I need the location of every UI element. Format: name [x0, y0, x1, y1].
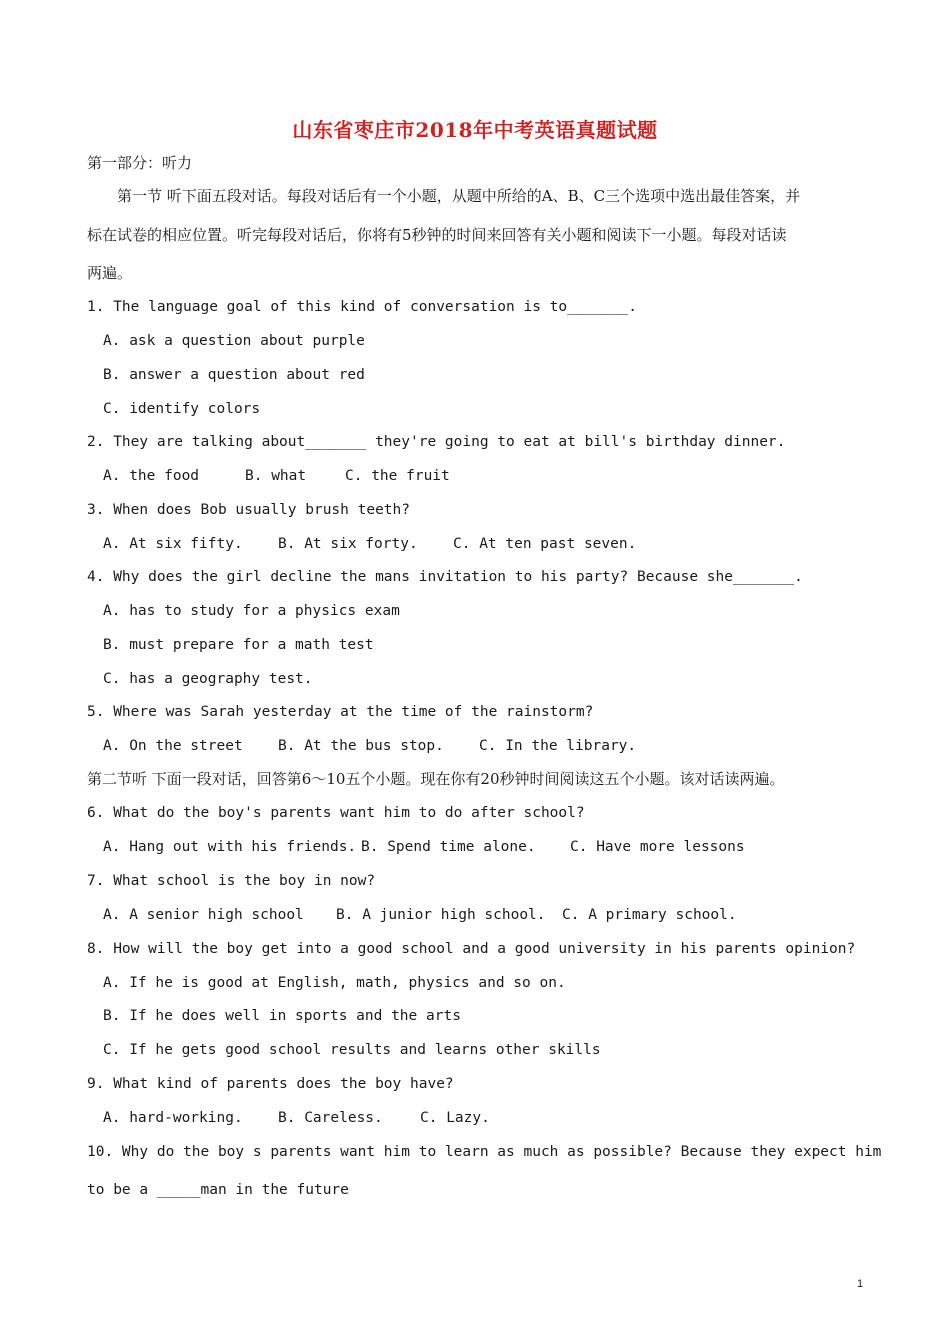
question-options-row	[103, 466, 450, 486]
question-option: B. answer a question about red	[103, 367, 365, 383]
section1-instructions-line1: 第一节 听下面五段对话。每段对话后有一个小题，从题中所给的A、B、C三个选项中选出最佳答案，并	[117, 187, 801, 205]
question-options-row	[103, 736, 636, 756]
question-option: A. has to study for a physics exam	[103, 603, 400, 619]
question-option: C. At ten past seven.	[453, 536, 637, 552]
question-stem: 8. How will the boy get into a good school and a good university in his parents opinion?	[87, 941, 856, 957]
question-option: B. Careless.	[278, 1110, 383, 1126]
question-stem: 6. What do the boy's parents want him to do after school?	[87, 805, 585, 821]
question-option: B. Spend time alone.	[361, 839, 536, 855]
question-options-row	[103, 837, 745, 857]
part-heading: 第一部分：听力	[87, 154, 193, 172]
question-option: A. On the street	[103, 738, 243, 754]
question-stem: 10. Why do the boy s parents want him to learn as much as possible? Because they expect him	[87, 1144, 882, 1160]
question-option: C. the fruit	[345, 468, 450, 484]
question-option: A. Hang out with his friends.	[103, 839, 357, 855]
question-option: C. identify colors	[103, 401, 261, 417]
question-stem: 4. Why does the girl decline the mans invitation to his party? Because she_______.	[87, 569, 803, 585]
question-option: C. A primary school.	[562, 907, 737, 923]
question-option: A. hard-working.	[103, 1110, 243, 1126]
section2-instructions: 第二节听 下面一段对话，回答第6～10五个小题。现在你有20秒钟时间阅读这五个小题。该对话读两遍。	[87, 770, 785, 788]
question-stem: 2. They are talking about_______ they're going to eat at bill's birthday dinner.	[87, 434, 786, 450]
question-option: B. At the bus stop.	[278, 738, 444, 754]
question-option: C. If he gets good school results and learns other skills	[103, 1042, 601, 1058]
question-option: B. must prepare for a math test	[103, 637, 374, 653]
question-option: B. what	[245, 468, 307, 484]
question-options-row	[103, 1108, 490, 1128]
question-option: C. has a geography test.	[103, 671, 313, 687]
document-title: 山东省枣庄市2018年中考英语真题试题	[292, 118, 658, 142]
question-options-row	[103, 534, 636, 554]
question-option: B. A junior high school.	[336, 907, 546, 923]
question-stem-continuation: to be a _____man in the future	[87, 1182, 349, 1198]
question-option: B. At six forty.	[278, 536, 418, 552]
page-number: 1	[857, 1278, 864, 1290]
question-option: C. Lazy.	[420, 1110, 490, 1126]
section1-instructions-line2: 标在试卷的相应位置。听完每段对话后，你将有5秒钟的时间来回答有关小题和阅读下一小题。每段对话读	[87, 226, 787, 244]
question-option: C. Have more lessons	[570, 839, 745, 855]
question-option: A. At six fifty.	[103, 536, 243, 552]
question-stem: 9. What kind of parents does the boy have?	[87, 1076, 454, 1092]
question-stem: 1. The language goal of this kind of conversation is to_______.	[87, 299, 637, 315]
question-option: A. the food	[103, 468, 200, 484]
question-stem: 5. Where was Sarah yesterday at the time of the rainstorm?	[87, 704, 594, 720]
question-option: C. In the library.	[479, 738, 637, 754]
section1-instructions-line3: 两遍。	[87, 264, 133, 282]
question-option: B. If he does well in sports and the arts	[103, 1008, 461, 1024]
question-option: A. ask a question about purple	[103, 333, 365, 349]
question-option: A. If he is good at English, math, physics and so on.	[103, 975, 566, 991]
question-options-row	[103, 905, 737, 925]
question-option: A. A senior high school	[103, 907, 304, 923]
question-stem: 7. What school is the boy in now?	[87, 873, 376, 889]
question-stem: 3. When does Bob usually brush teeth?	[87, 502, 411, 518]
